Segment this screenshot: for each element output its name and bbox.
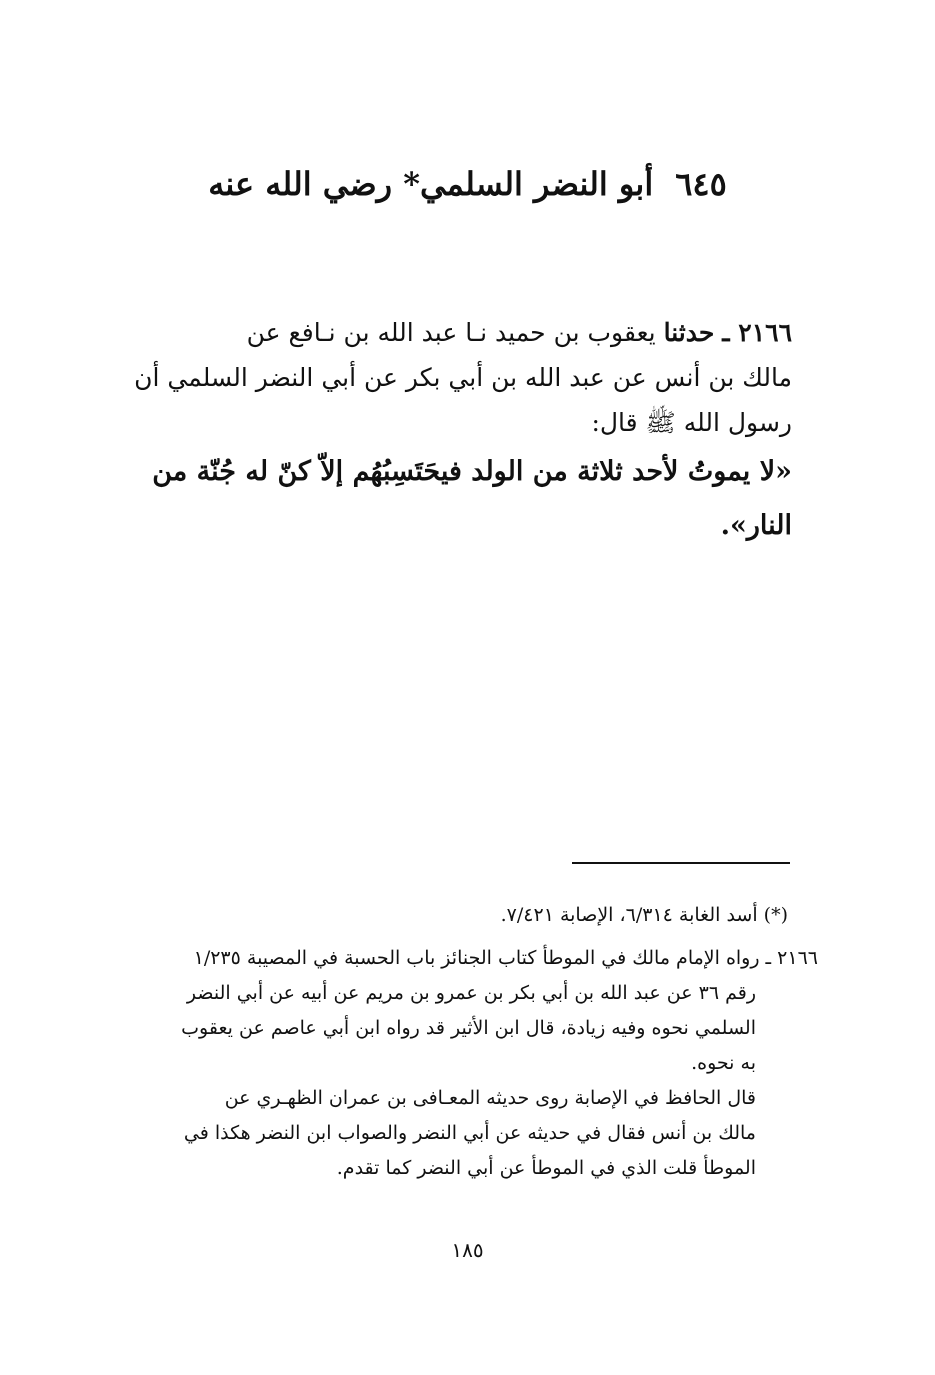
hadith-line-1 — [120, 310, 792, 355]
footnote-line-7: الموطأ قلت الذي في الموطأ عن أبي النضر كما تقدم. — [336, 1157, 756, 1179]
footnote-entry — [128, 941, 818, 1186]
footnote-line-1: ٢١٦٦ ـ رواه الإمام مالك في الموطأ كتاب الجنائز باب الحسبة في المصيبة ١/٢٣٥ — [193, 947, 818, 969]
hadith-number: ٢١٦٦ ـ — [722, 318, 792, 347]
hadith-text — [120, 310, 792, 553]
chapter-number: ٦٤٥ — [675, 165, 727, 203]
footnote-star: (*) أسد الغابة ٦/٣١٤، الإصابة ٧/٤٢١. — [500, 904, 788, 926]
footnote-line-4: به نحوه. — [691, 1052, 756, 1074]
footnote-line-5: قال الحافظ في الإصابة روى حديثه المعـافى بن عمران الظهـري عن — [224, 1087, 756, 1109]
hadith-line-3: رسول الله ﷺ قال: — [591, 408, 792, 437]
hadith-line-2: مالك بن أنس عن عبد الله بن أبي بكر عن أبي النضر السلمي أن — [134, 363, 792, 392]
hadith-isnad-1: يعقوب بن حميد نـا عبد الله بن نـافع عن — [246, 318, 656, 347]
footnote-divider — [572, 862, 790, 864]
footnote-line-6: مالك بن أنس فقال في حديثه عن أبي النضر والصواب ابن النضر هكذا في — [183, 1122, 756, 1144]
page-number: ١٨٥ — [451, 1238, 484, 1262]
footnotes — [128, 898, 818, 1186]
chapter-heading — [0, 160, 935, 208]
hadith-opening: حدثنا — [663, 318, 715, 347]
hadith-matn-1: «لا يموتُ لأحد ثلاثة من الولد فيحَتَسِبُهُم إلاّ كنّ له جُنّة من — [152, 456, 792, 487]
chapter-title: أبو النضر السلمي* رضي الله عنه — [208, 165, 654, 203]
hadith-matn-2: النار». — [720, 510, 792, 541]
footnote-line-2: رقم ٣٦ عن عبد الله بن أبي بكر بن عمرو بن مريم عن أبيه عن أبي النضر — [186, 982, 756, 1004]
footnote-line-3: السلمي نحوه وفيه زيادة، قال ابن الأثير قد رواه ابن أبي عاصم عن يعقوب — [181, 1017, 756, 1039]
